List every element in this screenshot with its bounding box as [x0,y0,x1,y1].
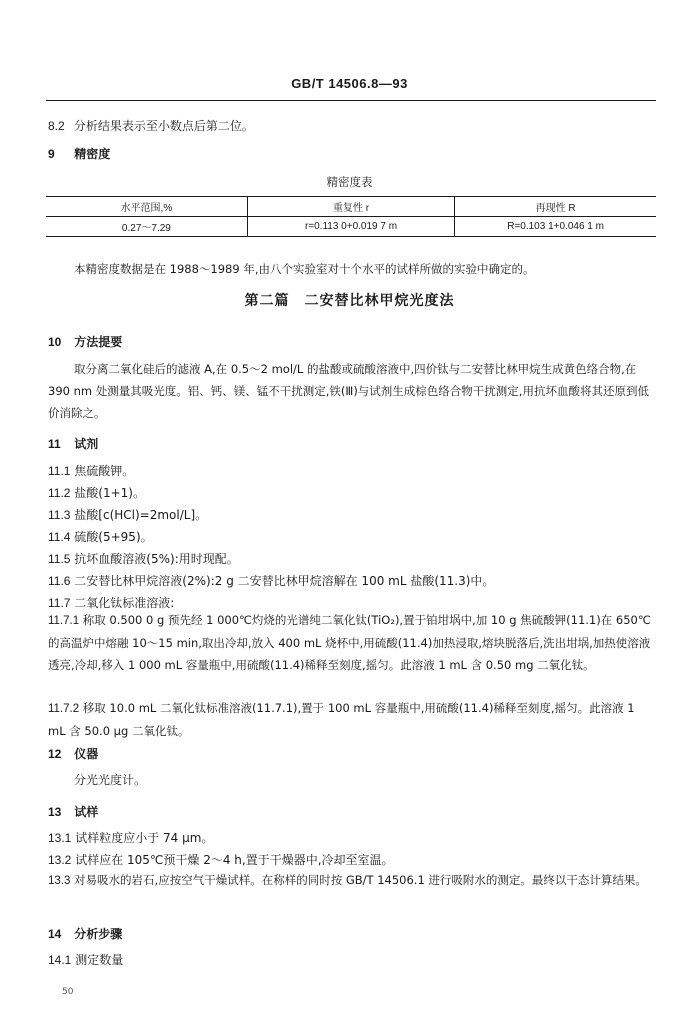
page-number: 50 [62,987,74,997]
cell-reproducibility: R=0.103 1+0.046 1 m [455,217,656,237]
clause-number: 14.1 [48,953,72,967]
reagent-item [48,485,145,501]
clause-number: 13.3 [48,875,71,887]
instrument-text: 分光光度计。 [74,773,147,787]
section-number: 9 [48,147,55,161]
clause-number: 11.4 [48,530,71,544]
section-9-heading [48,146,110,162]
header-repeatability: 重复性 r [247,197,454,217]
precision-note: 本精密度数据是在 1988～1989 年,由八个实验室对十个水平的试样所做的实验中确定的。 [74,262,535,276]
table-row [46,217,656,237]
section-title: 方法提要 [74,335,123,349]
section-10-heading [48,334,122,350]
clause-number: 11.5 [48,552,71,566]
section-14-heading [48,926,122,942]
header-level-range: 水平范围,% [46,197,247,217]
method-summary-text: 取分离二氧化硅后的滤液 A,在 0.5～2 mol/L 的盐酸或硫酸溶液中,四价钛与二安替比林甲烷生成黄色络合物,在 390 nm 处测量其吸光度。铝、钙、镁、锰不干扰测定,铁(Ⅲ)与试剂生成棕色络合物干扰测定,用抗坏血酸将其还原到低价消除之。 [48,362,649,420]
clause-text: 盐酸(1+1)。 [74,486,145,500]
clause-13-3 [48,869,654,892]
clause-number: 13.1 [48,831,72,845]
section-title: 试样 [74,805,99,819]
precision-table [46,196,656,237]
clause-text: 试样应在 105℃预干燥 2～4 h,置于干燥器中,冷却至室温。 [75,853,394,867]
cell-repeatability: r=0.113 0+0.019 7 m [247,217,454,237]
clause-13-1 [48,830,213,846]
clause-number: 11.3 [48,508,71,522]
clause-text: 测定数量 [75,953,124,967]
table-header-row [46,197,656,217]
reagent-item [48,551,239,567]
clause-text: 对易吸水的岩石,应按空气干燥试样。在称样的同时按 GB/T 14506.1 进行吸附水的测定。最终以干态计算结果。 [74,873,647,887]
clause-text: 分析结果表示至小数点后第二位。 [73,119,254,133]
clause-number: 8.2 [48,119,65,133]
clause-text: 试样粒度应小于 74 μm。 [75,831,214,845]
clause-text: 硫酸(5+95)。 [74,530,153,544]
clause-text: 盐酸[c(HCl)=2mol/L]。 [74,508,208,522]
clause-number: 11.2 [48,486,71,500]
reagent-item [48,507,207,523]
section-12-heading [48,746,98,762]
cell-level-range: 0.27～7.29 [46,217,247,237]
clause-number: 13.2 [48,853,72,867]
header-rule [46,100,656,101]
clause-8-2 [48,118,254,134]
clause-number: 11.6 [48,574,71,588]
section-number: 10 [48,335,62,349]
clause-text: 焦硫酸钾。 [74,464,135,478]
clause-number: 11.7 [48,596,71,610]
section-number: 13 [48,805,62,819]
section-13-heading [48,804,98,820]
section-number: 12 [48,747,62,761]
reagent-item [48,529,153,545]
clause-text: 二氧化钛标准溶液: [74,596,175,610]
clause-number: 11.1 [48,464,71,478]
clause-11-7-2 [48,697,654,742]
header-reproducibility: 再现性 R [455,197,656,217]
clause-11-7-1 [48,609,654,676]
clause-text: 抗坏血酸溶液(5%):用时现配。 [74,552,239,566]
section-title: 仪器 [74,747,99,761]
clause-text: 称取 0.500 0 g 预先经 1 000℃灼烧的光谱纯二氧化钛(TiO₂),置于铂坩埚中,加 10 g 焦硫酸钾(11.1)在 650℃的高温炉中熔融 10～15 min,取出冷却,放入 400 mL 烧杯中,用硫酸(11.4)加热浸取,熔块脱落后,洗出坩埚,加热使溶液透亮,冷却,移入 1 000 mL 容量瓶中,用硫酸(11.4)稀释至刻度,摇匀。此溶液 1 mL 含 0.50 mg 二氧化钛。 [48,613,651,672]
document-header: GB/T 14506.8—93 [291,76,408,91]
section-number: 14 [48,927,62,941]
reagent-item [48,573,494,589]
clause-number: 11.7.1 [48,615,80,627]
reagent-item [48,463,134,479]
section-title: 分析步骤 [74,927,123,941]
clause-13-2 [48,852,394,868]
part-title: 第二篇 二安替比林甲烷光度法 [244,293,455,309]
section-number: 11 [48,437,61,451]
clause-number: 11.7.2 [48,703,80,715]
clause-text: 移取 10.0 mL 二氧化钛标准溶液(11.7.1),置于 100 mL 容量瓶中,用硫酸(11.4)稀释至刻度,摇匀。此溶液 1 mL 含 50.0 μg 二氧化钛。 [48,701,635,738]
section-title: 精密度 [74,147,111,161]
table-title: 精密度表 [326,175,373,189]
clause-text: 二安替比林甲烷溶液(2%):2 g 二安替比林甲烷溶解在 100 mL 盐酸(11.3)中。 [74,574,495,588]
clause-14-1 [48,952,123,968]
section-11-heading [48,436,98,452]
section-title: 试剂 [74,437,99,451]
